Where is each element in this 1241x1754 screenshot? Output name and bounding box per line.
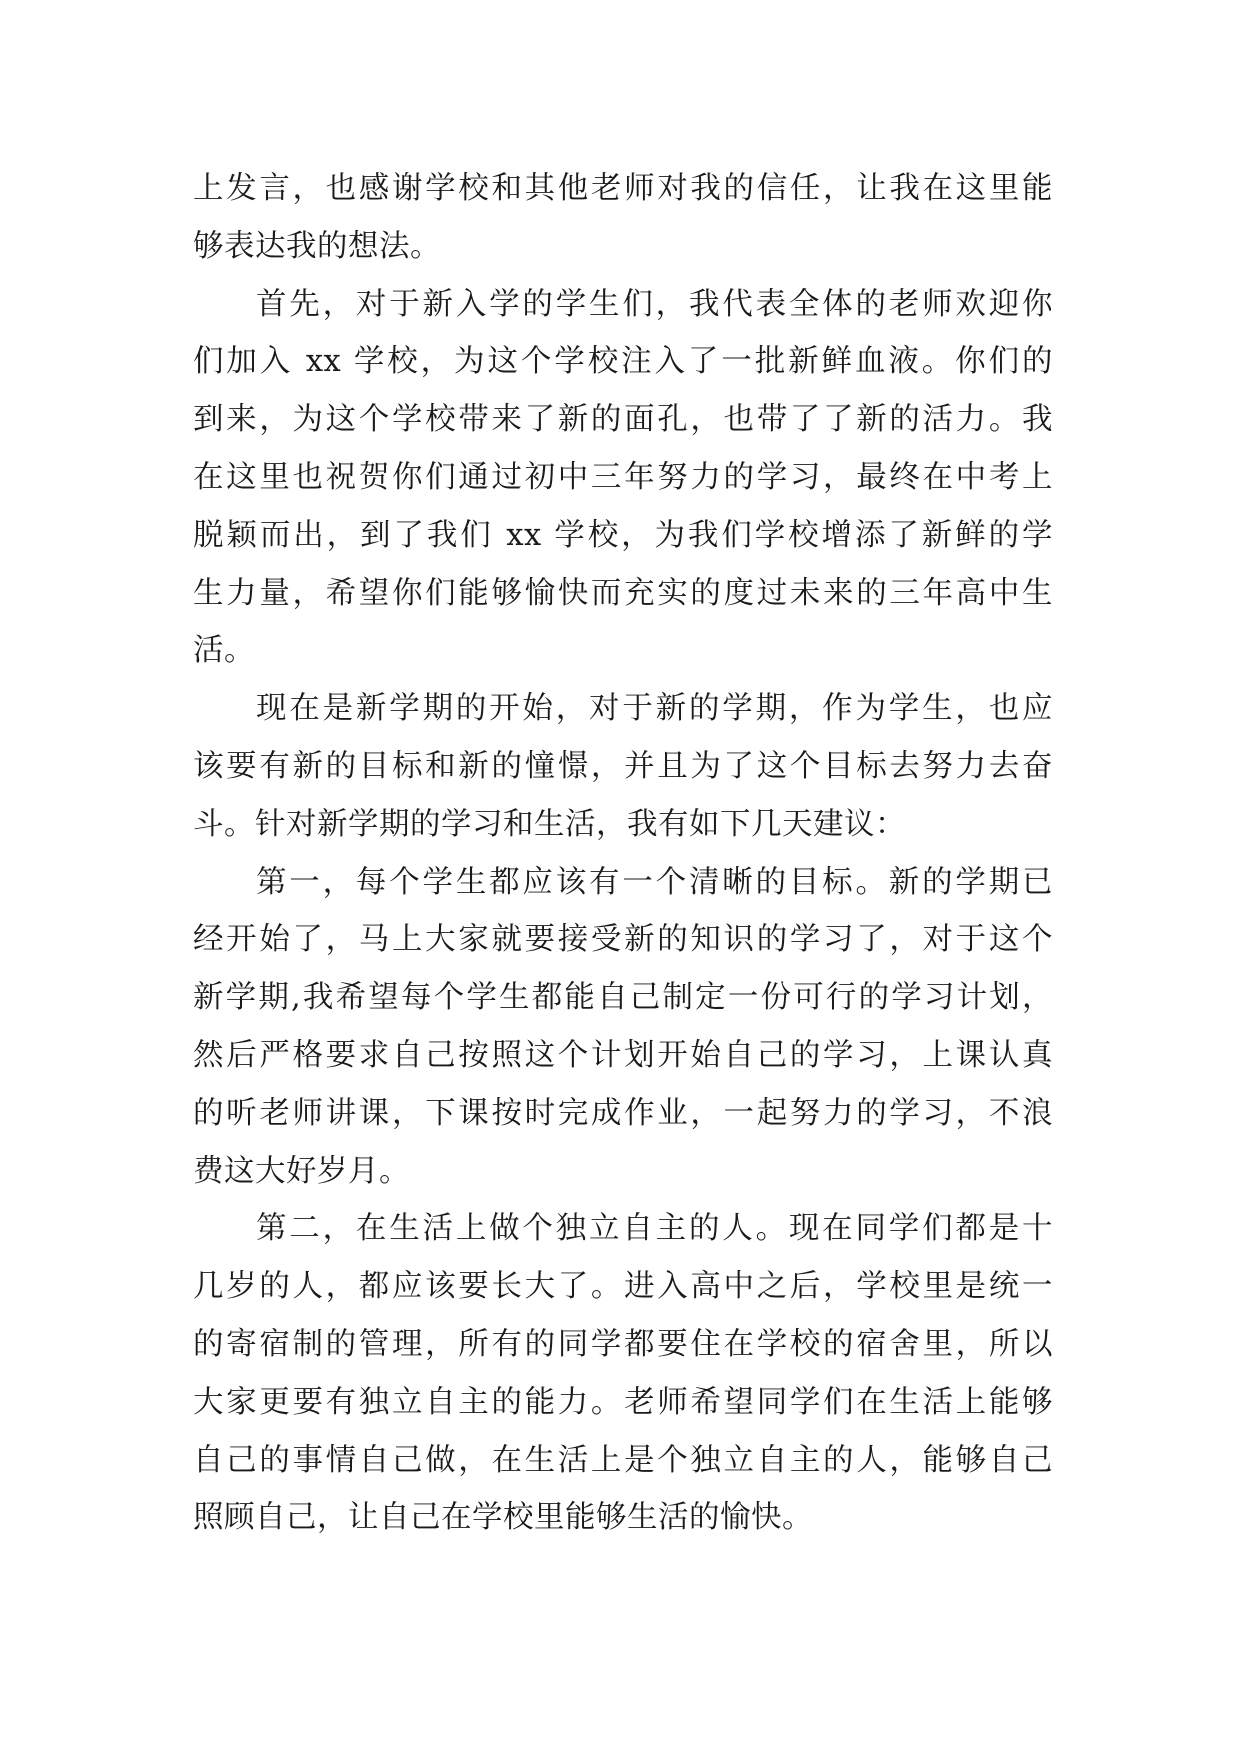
text-line: 照顾自己，让自己在学校里能够生活的愉快。 — [193, 1500, 813, 1536]
text-line: 然后严格要求自己按照这个计划开始自己的学习，上课认真 — [193, 1037, 1053, 1073]
text-line: 的听老师讲课，下课按时完成作业，一起努力的学习，不浪 — [193, 1095, 1053, 1131]
text-line: 第一，每个学生都应该有一个清晰的目标。新的学期已 — [256, 864, 1053, 900]
text-line: 费这大好岁月。 — [193, 1153, 410, 1189]
text-line: 第二，在生活上做个独立自主的人。现在同学们都是十 — [256, 1211, 1053, 1247]
text-line: 到来，为这个学校带来了新的面孔，也带了了新的活力。我 — [193, 402, 1053, 438]
text-line: 新学期,我希望每个学生都能自己制定一份可行的学习计划， — [193, 980, 1053, 1016]
text-line: 生力量，希望你们能够愉快而充实的度过未来的三年高中生 — [193, 575, 1053, 611]
document-body — [193, 160, 1053, 1547]
text-line: 脱颖而出，到了我们 xx 学校，为我们学校增添了新鲜的学 — [193, 517, 1053, 553]
text-line: 几岁的人，都应该要长大了。进入高中之后，学校里是统一 — [193, 1269, 1053, 1305]
text-line: 现在是新学期的开始，对于新的学期，作为学生，也应 — [256, 691, 1053, 727]
text-line: 该要有新的目标和新的憧憬，并且为了这个目标去努力去奋 — [193, 748, 1053, 784]
text-line: 上发言，也感谢学校和其他老师对我的信任，让我在这里能 — [193, 171, 1053, 206]
text-line: 够表达我的想法。 — [193, 228, 441, 264]
text-line: 斗。针对新学期的学习和生活，我有如下几天建议： — [193, 806, 906, 842]
text-line: 活。 — [193, 633, 255, 669]
text-line: 们加入 xx 学校，为这个学校注入了一批新鲜血液。你们的 — [193, 344, 1053, 380]
text-line: 首先，对于新入学的学生们，我代表全体的老师欢迎你 — [256, 286, 1053, 322]
text-line: 自己的事情自己做，在生活上是个独立自主的人，能够自己 — [193, 1442, 1053, 1478]
text-line: 经开始了，马上大家就要接受新的知识的学习了，对于这个 — [193, 922, 1053, 958]
text-line: 大家更要有独立自主的能力。老师希望同学们在生活上能够 — [193, 1384, 1053, 1420]
text-line: 的寄宿制的管理，所有的同学都要住在学校的宿舍里，所以 — [193, 1326, 1053, 1362]
text-line: 在这里也祝贺你们通过初中三年努力的学习，最终在中考上 — [193, 459, 1053, 495]
